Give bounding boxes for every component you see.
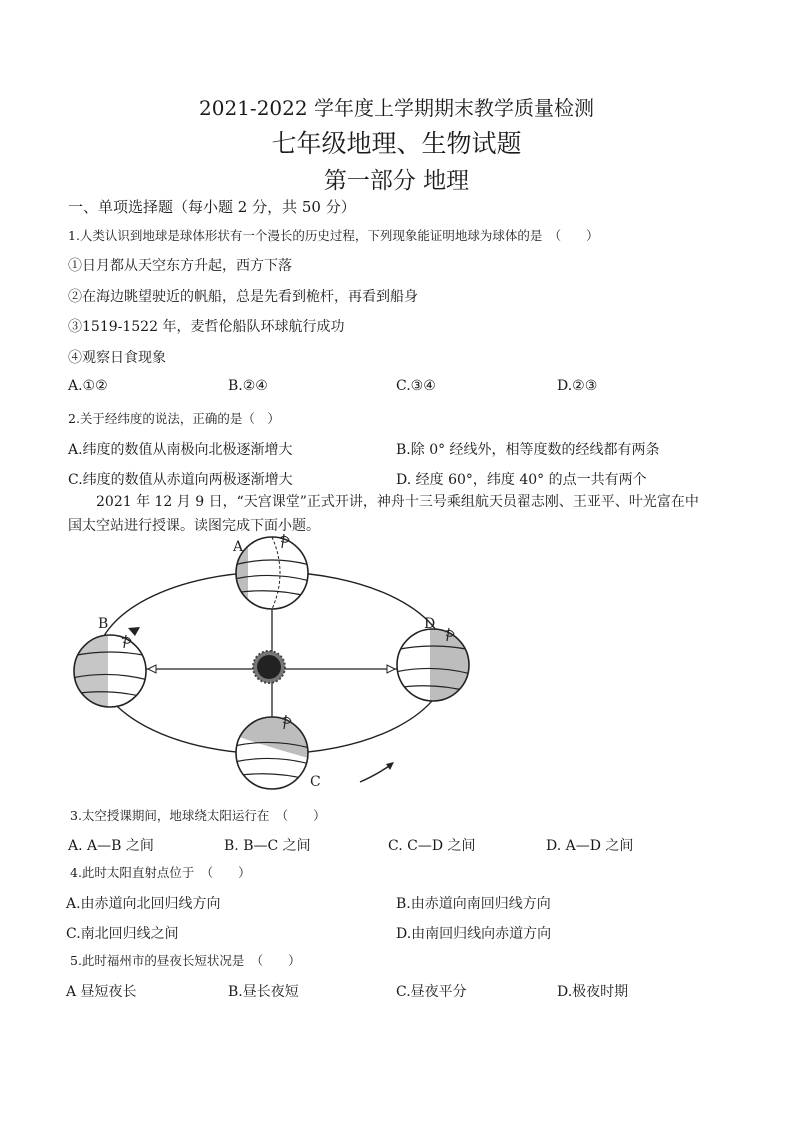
q5-option-c: C.昼夜平分 xyxy=(396,984,467,1000)
q2-stem: 2.关于经纬度的说法，正确的是（ ） xyxy=(68,411,280,426)
q4-stem: 4.此时太阳直射点位于 （ ） xyxy=(70,865,251,880)
earth-c-icon xyxy=(234,715,310,789)
q2-option-b: B.除 0° 经线外，相等度数的经线都有两条 xyxy=(396,442,660,458)
arrow-to-d-icon xyxy=(387,665,395,673)
q1-item-3: ③1519-1522 年，麦哲伦船队环球航行成功 xyxy=(68,319,345,335)
revolution-direction-arrow xyxy=(360,764,392,782)
orbit-arrow-icon xyxy=(128,627,140,636)
q1-item-1: ①日月都从天空东方升起，西方下落 xyxy=(68,258,292,274)
label-c: C xyxy=(310,774,321,790)
q1-option-a: A.①② xyxy=(68,378,108,394)
q4-option-a: A.由赤道向北回归线方向 xyxy=(66,896,221,912)
earth-d-icon xyxy=(395,628,471,701)
label-b: B xyxy=(98,616,109,632)
q3-option-a: A. A—B 之间 xyxy=(68,838,154,854)
earth-a-icon xyxy=(234,534,310,609)
q2-option-a: A.纬度的数值从南极向北极逐渐增大 xyxy=(68,442,293,458)
q5-option-b: B.昼长夜短 xyxy=(228,984,299,1000)
label-a: A xyxy=(233,539,244,555)
label-d: D xyxy=(424,616,436,632)
q2-option-c: C.纬度的数值从赤道向两极逐渐增大 xyxy=(68,472,293,488)
q5-stem: 5.此时福州市的昼夜长短状况是 （ ） xyxy=(70,953,301,968)
exam-title-line3: 第一部分 地理 xyxy=(323,168,470,194)
exam-title-line2: 七年级地理、生物试题 xyxy=(271,129,522,158)
q3-option-c: C. C—D 之间 xyxy=(388,838,476,854)
q3-option-b: B. B—C 之间 xyxy=(224,838,311,854)
q5-option-a: A 昼短夜长 xyxy=(66,984,137,1000)
intro-line2: 国太空站进行授课。读图完成下面小题。 xyxy=(68,518,320,534)
intro-line1: 2021 年 12 月 9 日，“天宫课堂”正式开讲，神舟十三号乘组航天员翟志刚、王亚平、叶光富在中 xyxy=(96,494,699,510)
q1-item-2: ②在海边眺望驶近的帆船，总是先看到桅杆，再看到船身 xyxy=(68,289,418,305)
section-heading: 一、单项选择题（每小题 2 分，共 50 分） xyxy=(68,198,356,216)
q1-stem: 1.人类认识到地球是球体形状有一个漫长的历史过程，下列现象能证明地球为球体的是 （ ） xyxy=(68,228,599,243)
q1-option-c: C.③④ xyxy=(396,378,436,394)
q4-option-b: B.由赤道向南回归线方向 xyxy=(396,896,551,912)
q2-option-d: D. 经度 60°，纬度 40° 的点一共有两个 xyxy=(396,472,647,488)
q3-stem: 3.太空授课期间，地球绕太阳运行在 （ ） xyxy=(70,808,326,823)
arrow-to-b-icon xyxy=(148,665,156,673)
q5-option-d: D.极夜时期 xyxy=(557,984,629,1000)
earth-b-icon xyxy=(72,635,148,707)
revolution-arrowhead-icon xyxy=(386,762,394,770)
sun-icon xyxy=(253,651,285,683)
q4-option-c: C.南北回归线之间 xyxy=(66,926,179,942)
exam-title-line1: 2021-2022 学年度上学期期末教学质量检测 xyxy=(199,96,594,120)
q1-option-b: B.②④ xyxy=(228,378,268,394)
q3-option-d: D. A—D 之间 xyxy=(546,838,634,854)
q4-option-d: D.由南回归线向赤道方向 xyxy=(396,926,552,942)
q1-option-d: D.②③ xyxy=(557,378,598,394)
q1-item-4: ④观察日食现象 xyxy=(68,350,166,366)
